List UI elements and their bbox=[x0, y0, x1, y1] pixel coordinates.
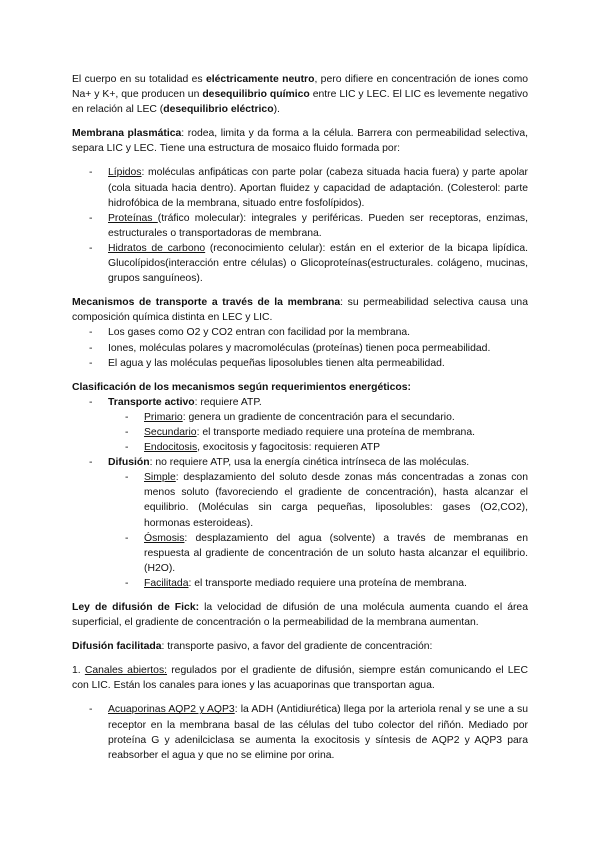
intro-text: ). bbox=[273, 104, 280, 116]
item-term: Primario bbox=[144, 411, 183, 423]
sub-list-item bbox=[72, 531, 528, 576]
mecanismos-heading: Mecanismos de transporte a través de la membrana bbox=[72, 297, 341, 309]
list-item bbox=[72, 455, 528, 470]
fick-paragraph bbox=[72, 600, 528, 630]
item-text: : requiere ATP. bbox=[194, 396, 262, 408]
item-text: : desplazamiento del soluto desde zonas más concentradas a zonas con menos soluto (favoreciendo el gradiente de concentración), hasta alcanzar el equilibrio. (Moléculas sin carga pequeñas, liposolubles: gases (O2,CO2), hormonas esteroideas). bbox=[144, 472, 528, 529]
fick-heading: Ley de difusión de Fick: bbox=[72, 602, 200, 613]
item-text: : desplazamiento del agua (solvente) a través de membranas en respuesta al gradiente de concentración de un soluto hasta alcanzar el equilibrio. (H2O). bbox=[144, 532, 528, 574]
sub-list-item bbox=[72, 576, 528, 591]
membrana-heading: Membrana plasmática bbox=[72, 128, 182, 140]
list-item bbox=[72, 241, 528, 286]
intro-bold: eléctricamente neutro bbox=[205, 74, 315, 85]
item-text: Iones, moléculas polares y macromoléculas (proteínas) tienen poca permeabilidad. bbox=[108, 342, 491, 354]
facilitada-text: : transporte pasivo, a favor del gradiente de concentración: bbox=[161, 641, 433, 653]
list-item bbox=[72, 356, 528, 371]
item-text: El agua y las moléculas pequeñas liposolubles tienen alta permeabilidad. bbox=[108, 357, 445, 369]
bullet-dash: - bbox=[125, 472, 129, 484]
bullet-dash: - bbox=[125, 411, 129, 423]
bullet-dash: - bbox=[89, 327, 93, 339]
mecanismos-paragraph bbox=[72, 295, 528, 325]
canales-text: regulados por el gradiente de difusión, siempre están comunicando el LEC con LIC. Están los canales para iones y las acuaporinas que transportan agua. bbox=[72, 665, 528, 692]
item-term: Lípidos bbox=[108, 167, 142, 179]
canales-term: Canales abiertos: bbox=[84, 665, 168, 677]
facilitada-heading: Difusión facilitada bbox=[72, 641, 162, 653]
item-term: Acuaporinas AQP2 y AQP3 bbox=[108, 704, 235, 716]
item-term: Proteínas bbox=[108, 212, 158, 224]
item-term: Hidratos de carbono bbox=[108, 242, 206, 254]
list-item bbox=[72, 341, 528, 356]
item-term: Facilitada bbox=[144, 577, 189, 589]
bullet-dash: - bbox=[89, 704, 93, 716]
item-text: (reconocimiento celular): están en el exterior de la bicapa lipídica. Glucolípidos(interacción entre células) o Glicoproteínas(estructurales. colágeno, mucinas, grupos sanguíneos). bbox=[108, 242, 528, 285]
item-text: : el transporte mediado requiere una proteína de membrana. bbox=[196, 426, 475, 438]
membrana-list bbox=[72, 165, 528, 286]
clasificacion-heading: Clasificación de los mecanismos según requerimientos energéticos: bbox=[72, 381, 411, 393]
membrana-paragraph bbox=[72, 126, 528, 156]
bullet-dash: - bbox=[89, 357, 93, 369]
item-text: (tráfico molecular): integrales y periféricas. Pueden ser receptoras, enzimas, estructurales o transportadoras de membrana. bbox=[108, 212, 528, 239]
membrana-text: : rodea, limita y da forma a la célula. Barrera con permeabilidad selectiva, separa LIC y LEC. Tiene una estructura de mosaico fluido formada por: bbox=[72, 128, 528, 155]
intro-text: El cuerpo en su totalidad es bbox=[72, 74, 206, 85]
item-text: : el transporte mediado requiere una proteína de membrana. bbox=[188, 577, 467, 589]
intro-bold: desequilibrio químico bbox=[202, 89, 310, 101]
clasificacion-list bbox=[72, 395, 528, 591]
bullet-dash: - bbox=[89, 242, 93, 254]
canales-number: 1. bbox=[72, 665, 85, 677]
intro-text: entre LIC y LEC. El LIC es levemente negativo en relación al LEC ( bbox=[72, 89, 528, 116]
list-item bbox=[72, 165, 528, 210]
bullet-dash: - bbox=[89, 396, 93, 408]
item-text: : la ADH (Antidiurética) llega por la arteriola renal y se une a su receptor en la membrana basal de las células del tubo colector del riñón. Mediado por proteína G y adenilciclasa se aumenta la exocitosis y síntesis de AQP2 y AQP3 para reabsorber el agua y que no se elimine por orina. bbox=[108, 704, 528, 761]
item-term: Endocitosis bbox=[144, 442, 198, 454]
list-item bbox=[72, 325, 528, 340]
mecanismos-list bbox=[72, 325, 528, 370]
intro-bold: desequilibrio eléctrico bbox=[163, 104, 274, 116]
bullet-dash: - bbox=[125, 426, 129, 438]
item-text: : moléculas anfipáticas con parte polar (cabeza situada hacia fuera) y parte apolar (cola situada hacia dentro). Aportan fluidez y capacidad de adaptación. (Colesterol: parte hidrofóbica de la membrana, situado entre fosfolípidos). bbox=[108, 167, 528, 209]
list-item bbox=[72, 395, 528, 410]
mecanismos-text: : su permeabilidad selectiva causa una composición química distinta en LEC y LIC. bbox=[72, 297, 528, 324]
item-term: Simple bbox=[144, 472, 176, 484]
intro-paragraph bbox=[72, 72, 528, 117]
bullet-dash: - bbox=[125, 532, 129, 544]
document-page bbox=[72, 72, 528, 763]
bullet-dash: - bbox=[89, 167, 93, 179]
item-term: Difusión bbox=[108, 457, 150, 469]
bullet-dash: - bbox=[89, 457, 93, 469]
item-term: Secundario bbox=[144, 426, 197, 438]
item-term: Transporte activo bbox=[108, 396, 195, 408]
bullet-dash: - bbox=[89, 342, 93, 354]
list-item bbox=[72, 702, 528, 762]
acuaporinas-list bbox=[72, 702, 528, 762]
sub-list-item bbox=[72, 440, 528, 455]
item-text: , exocitosis y fagocitosis: requieren ATP bbox=[197, 442, 381, 454]
bullet-dash: - bbox=[125, 577, 129, 589]
bullet-dash: - bbox=[89, 212, 93, 224]
sub-list-item bbox=[72, 470, 528, 530]
facilitada-paragraph bbox=[72, 639, 528, 654]
sub-list-item bbox=[72, 425, 528, 440]
intro-text: , pero difiere en concentración de iones como Na+ y K+, que producen un bbox=[72, 74, 528, 101]
sub-list-item bbox=[72, 410, 528, 425]
fick-text: la velocidad de difusión de una molécula aumenta cuando el área superficial, el gradiente de concentración o la permeabilidad de la membrana aumentan. bbox=[72, 602, 528, 629]
list-item bbox=[72, 211, 528, 241]
item-term: Ósmosis bbox=[144, 532, 185, 544]
canales-paragraph bbox=[72, 663, 528, 693]
item-text: : no requiere ATP, usa la energía cinética intrínseca de las moléculas. bbox=[149, 457, 470, 469]
bullet-dash: - bbox=[125, 442, 129, 454]
item-text: Los gases como O2 y CO2 entran con facilidad por la membrana. bbox=[108, 327, 411, 339]
item-text: : genera un gradiente de concentración para el secundario. bbox=[182, 411, 455, 423]
